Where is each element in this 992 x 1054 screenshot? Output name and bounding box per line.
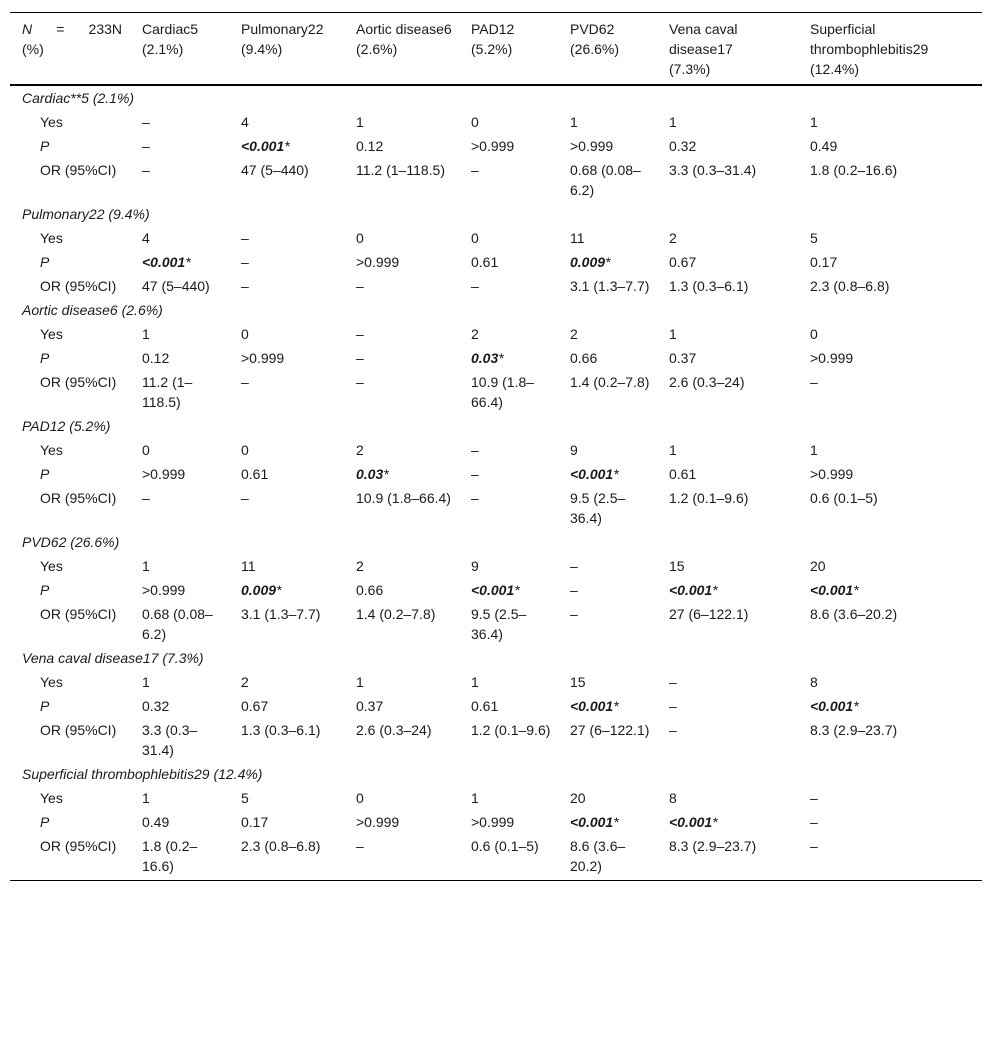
p-cell <box>459 578 558 602</box>
yes-cell: 1 <box>669 326 677 342</box>
or-cell: 8.6 (3.6–20.2) <box>570 838 626 874</box>
header-col-pct: (5.2%) <box>471 41 513 57</box>
or-cell: 2.3 (0.8–6.8) <box>241 838 321 854</box>
header-col-name: PAD12 <box>471 21 515 37</box>
section-title: Pulmonary22 (9.4%) <box>22 206 150 222</box>
or-cell: 10.9 (1.8–66.4) <box>471 374 535 410</box>
section-row <box>10 530 982 554</box>
yes-cell: 9 <box>471 558 479 574</box>
p-value: 0.32 <box>669 138 697 154</box>
yes-cell: – <box>669 674 677 690</box>
row-label-p: P <box>40 350 50 366</box>
p-cell <box>344 578 459 602</box>
p-value: 0.37 <box>356 698 384 714</box>
header-col-cardiac <box>130 13 229 86</box>
yes-cell: 1 <box>471 674 479 690</box>
header-col-pct: (26.6%) <box>570 41 620 57</box>
header-n-cell <box>10 13 130 86</box>
row-label-or: OR (95%CI) <box>40 490 117 506</box>
section-title: Vena caval disease17 (7.3%) <box>22 650 204 666</box>
significance-mark: * <box>605 254 611 270</box>
section-title: PVD62 (26.6%) <box>22 534 120 550</box>
yes-cell: – <box>241 230 249 246</box>
yes-cell: 4 <box>241 114 249 130</box>
or-row <box>10 718 982 762</box>
or-cell: 10.9 (1.8–66.4) <box>356 490 451 506</box>
p-cell <box>657 250 798 274</box>
or-cell: – <box>471 490 479 506</box>
yes-cell: 0 <box>810 326 818 342</box>
p-value-significant: <0.001 <box>570 466 614 482</box>
p-value: 0.12 <box>142 350 170 366</box>
p-cell <box>229 462 344 486</box>
section-row <box>10 298 982 322</box>
section-title: Superficial thrombophlebitis29 (12.4%) <box>22 766 263 782</box>
header-col-name: Vena caval disease17 <box>669 21 738 57</box>
or-cell: 11.2 (1–118.5) <box>142 374 193 410</box>
p-value-significant: <0.001 <box>669 582 713 598</box>
or-cell: – <box>669 722 677 738</box>
row-label-yes: Yes <box>40 230 63 246</box>
yes-cell: 11 <box>241 558 256 574</box>
p-value-significant: <0.001 <box>570 698 614 714</box>
p-value: >0.999 <box>570 138 614 154</box>
p-value-significant: <0.001 <box>570 814 614 830</box>
or-cell: 27 (6–122.1) <box>570 722 650 738</box>
yes-cell: 0 <box>471 230 479 246</box>
p-cell <box>130 810 229 834</box>
yes-cell: 1 <box>810 114 818 130</box>
p-value: 0.12 <box>356 138 384 154</box>
or-cell: 0.68 (0.08–6.2) <box>142 606 213 642</box>
or-cell: 1.3 (0.3–6.1) <box>669 278 749 294</box>
p-value: 0.61 <box>471 254 499 270</box>
or-row <box>10 834 982 881</box>
or-cell: – <box>810 838 818 854</box>
p-cell <box>130 134 229 158</box>
p-value-significant: 0.03 <box>471 350 499 366</box>
yes-cell: 1 <box>669 114 677 130</box>
yes-cell: – <box>471 442 479 458</box>
significance-mark: * <box>712 814 718 830</box>
p-cell <box>130 346 229 370</box>
p-value: 0.67 <box>241 698 269 714</box>
p-value: 0.17 <box>810 254 838 270</box>
yes-cell: 1 <box>142 326 150 342</box>
p-cell <box>344 250 459 274</box>
row-label-p: P <box>40 814 50 830</box>
p-value: >0.999 <box>356 254 400 270</box>
or-cell: 8.6 (3.6–20.2) <box>810 606 898 622</box>
or-cell: – <box>142 162 150 178</box>
p-cell <box>130 250 229 274</box>
table-header <box>10 13 982 86</box>
p-cell <box>344 462 459 486</box>
p-value: – <box>356 350 364 366</box>
p-cell <box>657 578 798 602</box>
p-cell <box>229 250 344 274</box>
yes-cell: 2 <box>356 442 364 458</box>
or-cell: – <box>241 278 249 294</box>
yes-cell: 20 <box>570 790 586 806</box>
comorbidity-table <box>10 12 982 881</box>
yes-cell: 1 <box>356 114 364 130</box>
row-label-yes: Yes <box>40 326 63 342</box>
or-cell: 11.2 (1–118.5) <box>356 162 445 178</box>
header-equals: = <box>56 21 65 37</box>
p-value-significant: <0.001 <box>669 814 713 830</box>
yes-row <box>10 110 982 134</box>
section-title: PAD12 (5.2%) <box>22 418 111 434</box>
or-cell: 2.3 (0.8–6.8) <box>810 278 890 294</box>
significance-mark: * <box>498 350 504 366</box>
p-value: 0.17 <box>241 814 269 830</box>
or-cell: 3.3 (0.3–31.4) <box>669 162 757 178</box>
p-value-significant: <0.001 <box>810 698 854 714</box>
p-cell <box>229 134 344 158</box>
p-cell <box>558 578 657 602</box>
yes-cell: 15 <box>570 674 586 690</box>
yes-cell: 5 <box>241 790 249 806</box>
section-row <box>10 85 982 110</box>
header-col-name: Pulmonary22 <box>241 21 324 37</box>
p-value: 0.49 <box>142 814 170 830</box>
yes-cell: 0 <box>356 790 364 806</box>
p-cell <box>459 694 558 718</box>
p-value: >0.999 <box>356 814 400 830</box>
header-col-pad <box>459 13 558 86</box>
p-cell <box>558 134 657 158</box>
or-cell: 1.2 (0.1–9.6) <box>669 490 749 506</box>
yes-cell: – <box>356 326 364 342</box>
or-cell: – <box>471 278 479 294</box>
header-col-aortic <box>344 13 459 86</box>
yes-cell: 1 <box>356 674 364 690</box>
or-cell: 0.68 (0.08–6.2) <box>570 162 641 198</box>
or-cell: 47 (5–440) <box>241 162 309 178</box>
or-cell: – <box>810 374 818 390</box>
p-cell <box>798 346 982 370</box>
significance-mark: * <box>383 466 389 482</box>
p-cell <box>558 810 657 834</box>
or-cell: 1.8 (0.2–16.6) <box>810 162 898 178</box>
p-value-significant: <0.001 <box>810 582 854 598</box>
or-cell: – <box>241 374 249 390</box>
or-cell: – <box>356 278 364 294</box>
p-value: 0.49 <box>810 138 838 154</box>
row-label-or: OR (95%CI) <box>40 838 117 854</box>
p-value: – <box>241 254 249 270</box>
or-cell: 3.3 (0.3–31.4) <box>142 722 198 758</box>
p-cell <box>229 810 344 834</box>
or-cell: 2.6 (0.3–24) <box>356 722 432 738</box>
p-value: – <box>471 466 479 482</box>
row-label-p: P <box>40 138 50 154</box>
p-cell <box>130 694 229 718</box>
or-cell: 47 (5–440) <box>142 278 210 294</box>
header-col-pct: (7.3%) <box>669 61 711 77</box>
yes-cell: 1 <box>142 558 150 574</box>
p-value: 0.61 <box>669 466 697 482</box>
p-cell <box>344 346 459 370</box>
p-cell <box>344 694 459 718</box>
or-cell: 1.4 (0.2–7.8) <box>570 374 650 390</box>
yes-cell: 1 <box>570 114 578 130</box>
row-label-p: P <box>40 254 50 270</box>
yes-cell: 0 <box>142 442 150 458</box>
p-value: 0.61 <box>241 466 269 482</box>
significance-mark: * <box>613 814 619 830</box>
row-label-yes: Yes <box>40 674 63 690</box>
header-col-name: Superficial thrombophlebitis29 <box>810 21 929 57</box>
or-row <box>10 158 982 202</box>
p-value: >0.999 <box>810 466 854 482</box>
yes-cell: 2 <box>241 674 249 690</box>
row-label-yes: Yes <box>40 790 63 806</box>
or-cell: 8.3 (2.9–23.7) <box>810 722 898 738</box>
table-body <box>10 85 982 881</box>
or-cell: 0.6 (0.1–5) <box>471 838 539 854</box>
p-value: >0.999 <box>142 582 186 598</box>
p-value: – <box>810 814 818 830</box>
p-cell <box>657 694 798 718</box>
p-cell <box>798 134 982 158</box>
or-cell: – <box>142 490 150 506</box>
p-cell <box>558 694 657 718</box>
row-label-p: P <box>40 582 50 598</box>
yes-cell: – <box>570 558 578 574</box>
yes-cell: 20 <box>810 558 826 574</box>
p-cell <box>229 346 344 370</box>
header-col-superficial <box>798 13 982 86</box>
association-table <box>10 12 982 881</box>
row-label-yes: Yes <box>40 114 63 130</box>
row-label-p: P <box>40 698 50 714</box>
p-row <box>10 250 982 274</box>
or-cell: – <box>471 162 479 178</box>
yes-cell: 0 <box>471 114 479 130</box>
significance-mark: * <box>613 466 619 482</box>
row-label-or: OR (95%CI) <box>40 606 117 622</box>
p-value: >0.999 <box>471 814 515 830</box>
or-cell: 0.6 (0.1–5) <box>810 490 878 506</box>
significance-mark: * <box>185 254 191 270</box>
p-value: 0.66 <box>356 582 384 598</box>
header-col-pct: (9.4%) <box>241 41 283 57</box>
significance-mark: * <box>276 582 282 598</box>
significance-mark: * <box>613 698 619 714</box>
header-n-value-text: 233N <box>88 21 122 37</box>
yes-cell: 9 <box>570 442 578 458</box>
p-cell <box>229 578 344 602</box>
or-cell: – <box>356 838 364 854</box>
header-n-label: N <box>22 21 33 37</box>
or-cell: 3.1 (1.3–7.7) <box>570 278 650 294</box>
row-label-or: OR (95%CI) <box>40 722 117 738</box>
p-cell <box>798 462 982 486</box>
yes-cell: – <box>142 114 150 130</box>
or-cell: 9.5 (2.5–36.4) <box>471 606 527 642</box>
or-cell: 1.4 (0.2–7.8) <box>356 606 436 622</box>
yes-cell: 15 <box>669 558 685 574</box>
p-cell <box>459 810 558 834</box>
yes-cell: 5 <box>810 230 818 246</box>
header-col-pvd <box>558 13 657 86</box>
yes-row <box>10 554 982 578</box>
row-label-or: OR (95%CI) <box>40 162 117 178</box>
or-cell: – <box>570 606 578 622</box>
or-cell: 1.8 (0.2–16.6) <box>142 838 198 874</box>
yes-cell: 4 <box>142 230 150 246</box>
significance-mark: * <box>514 582 520 598</box>
yes-cell: 1 <box>810 442 818 458</box>
p-value-significant: <0.001 <box>471 582 515 598</box>
p-cell <box>130 578 229 602</box>
or-cell: – <box>241 490 249 506</box>
section-row <box>10 762 982 786</box>
or-cell: 2.6 (0.3–24) <box>669 374 745 390</box>
yes-cell: 8 <box>810 674 818 690</box>
yes-cell: 11 <box>570 230 585 246</box>
p-value-significant: <0.001 <box>142 254 186 270</box>
p-cell <box>459 346 558 370</box>
yes-cell: 0 <box>241 442 249 458</box>
p-value: 0.37 <box>669 350 697 366</box>
header-col-name: Aortic disease6 <box>356 21 452 37</box>
significance-mark: * <box>712 582 718 598</box>
p-value: 0.32 <box>142 698 170 714</box>
row-label-yes: Yes <box>40 558 63 574</box>
p-value: – <box>142 138 150 154</box>
yes-cell: 1 <box>669 442 677 458</box>
p-cell <box>459 134 558 158</box>
p-value-significant: <0.001 <box>241 138 285 154</box>
row-label-or: OR (95%CI) <box>40 278 117 294</box>
or-cell: 27 (6–122.1) <box>669 606 749 622</box>
yes-cell: – <box>810 790 818 806</box>
yes-cell: 1 <box>142 674 150 690</box>
p-value: 0.67 <box>669 254 697 270</box>
p-cell <box>130 462 229 486</box>
p-row <box>10 578 982 602</box>
p-value: >0.999 <box>241 350 285 366</box>
yes-cell: 0 <box>241 326 249 342</box>
p-cell <box>798 250 982 274</box>
header-col-pct: (2.1%) <box>142 41 184 57</box>
p-row <box>10 346 982 370</box>
p-value-significant: 0.009 <box>241 582 277 598</box>
p-row <box>10 694 982 718</box>
or-row <box>10 274 982 298</box>
row-label-p: P <box>40 466 50 482</box>
or-cell: 1.2 (0.1–9.6) <box>471 722 551 738</box>
or-cell: 8.3 (2.9–23.7) <box>669 838 757 854</box>
p-cell <box>558 346 657 370</box>
p-value: – <box>570 582 578 598</box>
p-cell <box>798 578 982 602</box>
yes-cell: 1 <box>471 790 479 806</box>
p-value: – <box>669 698 677 714</box>
yes-cell: 1 <box>142 790 150 806</box>
p-value-significant: 0.03 <box>356 466 384 482</box>
header-col-vena-caval <box>657 13 798 86</box>
p-cell <box>798 810 982 834</box>
yes-row <box>10 786 982 810</box>
p-value: >0.999 <box>810 350 854 366</box>
significance-mark: * <box>284 138 290 154</box>
p-cell <box>657 810 798 834</box>
section-row <box>10 202 982 226</box>
or-row <box>10 486 982 530</box>
p-cell <box>657 346 798 370</box>
p-value: 0.61 <box>471 698 499 714</box>
p-row <box>10 810 982 834</box>
section-row <box>10 414 982 438</box>
header-col-name: PVD62 <box>570 21 615 37</box>
or-cell: 9.5 (2.5–36.4) <box>570 490 626 526</box>
or-cell: 3.1 (1.3–7.7) <box>241 606 321 622</box>
section-row <box>10 646 982 670</box>
yes-row <box>10 438 982 462</box>
section-title: Aortic disease6 (2.6%) <box>22 302 163 318</box>
yes-row <box>10 226 982 250</box>
p-value: >0.999 <box>471 138 515 154</box>
p-cell <box>344 810 459 834</box>
p-value-significant: 0.009 <box>570 254 606 270</box>
p-cell <box>657 134 798 158</box>
p-cell <box>558 250 657 274</box>
yes-cell: 2 <box>356 558 364 574</box>
p-value: 0.66 <box>570 350 598 366</box>
significance-mark: * <box>853 582 859 598</box>
p-cell <box>798 694 982 718</box>
header-n-value <box>89 19 122 39</box>
p-cell <box>344 134 459 158</box>
yes-cell: 8 <box>669 790 677 806</box>
header-row <box>10 13 982 86</box>
p-cell <box>558 462 657 486</box>
or-row <box>10 602 982 646</box>
yes-cell: 2 <box>669 230 677 246</box>
p-cell <box>229 694 344 718</box>
header-col-pct: (2.6%) <box>356 41 398 57</box>
header-n-pct: (%) <box>22 41 44 57</box>
yes-row <box>10 670 982 694</box>
header-col-pct: (12.4%) <box>810 61 860 77</box>
row-label-yes: Yes <box>40 442 63 458</box>
or-cell: – <box>356 374 364 390</box>
header-col-name: Cardiac5 <box>142 21 199 37</box>
row-label-or: OR (95%CI) <box>40 374 117 390</box>
header-col-pulmonary <box>229 13 344 86</box>
p-value: >0.999 <box>142 466 186 482</box>
significance-mark: * <box>853 698 859 714</box>
yes-cell: 2 <box>570 326 578 342</box>
p-row <box>10 462 982 486</box>
p-cell <box>459 462 558 486</box>
p-cell <box>459 250 558 274</box>
or-cell: 1.3 (0.3–6.1) <box>241 722 321 738</box>
or-row <box>10 370 982 414</box>
yes-cell: 2 <box>471 326 479 342</box>
p-row <box>10 134 982 158</box>
section-title: Cardiac**5 (2.1%) <box>22 90 135 106</box>
yes-cell: 0 <box>356 230 364 246</box>
yes-row <box>10 322 982 346</box>
p-cell <box>657 462 798 486</box>
